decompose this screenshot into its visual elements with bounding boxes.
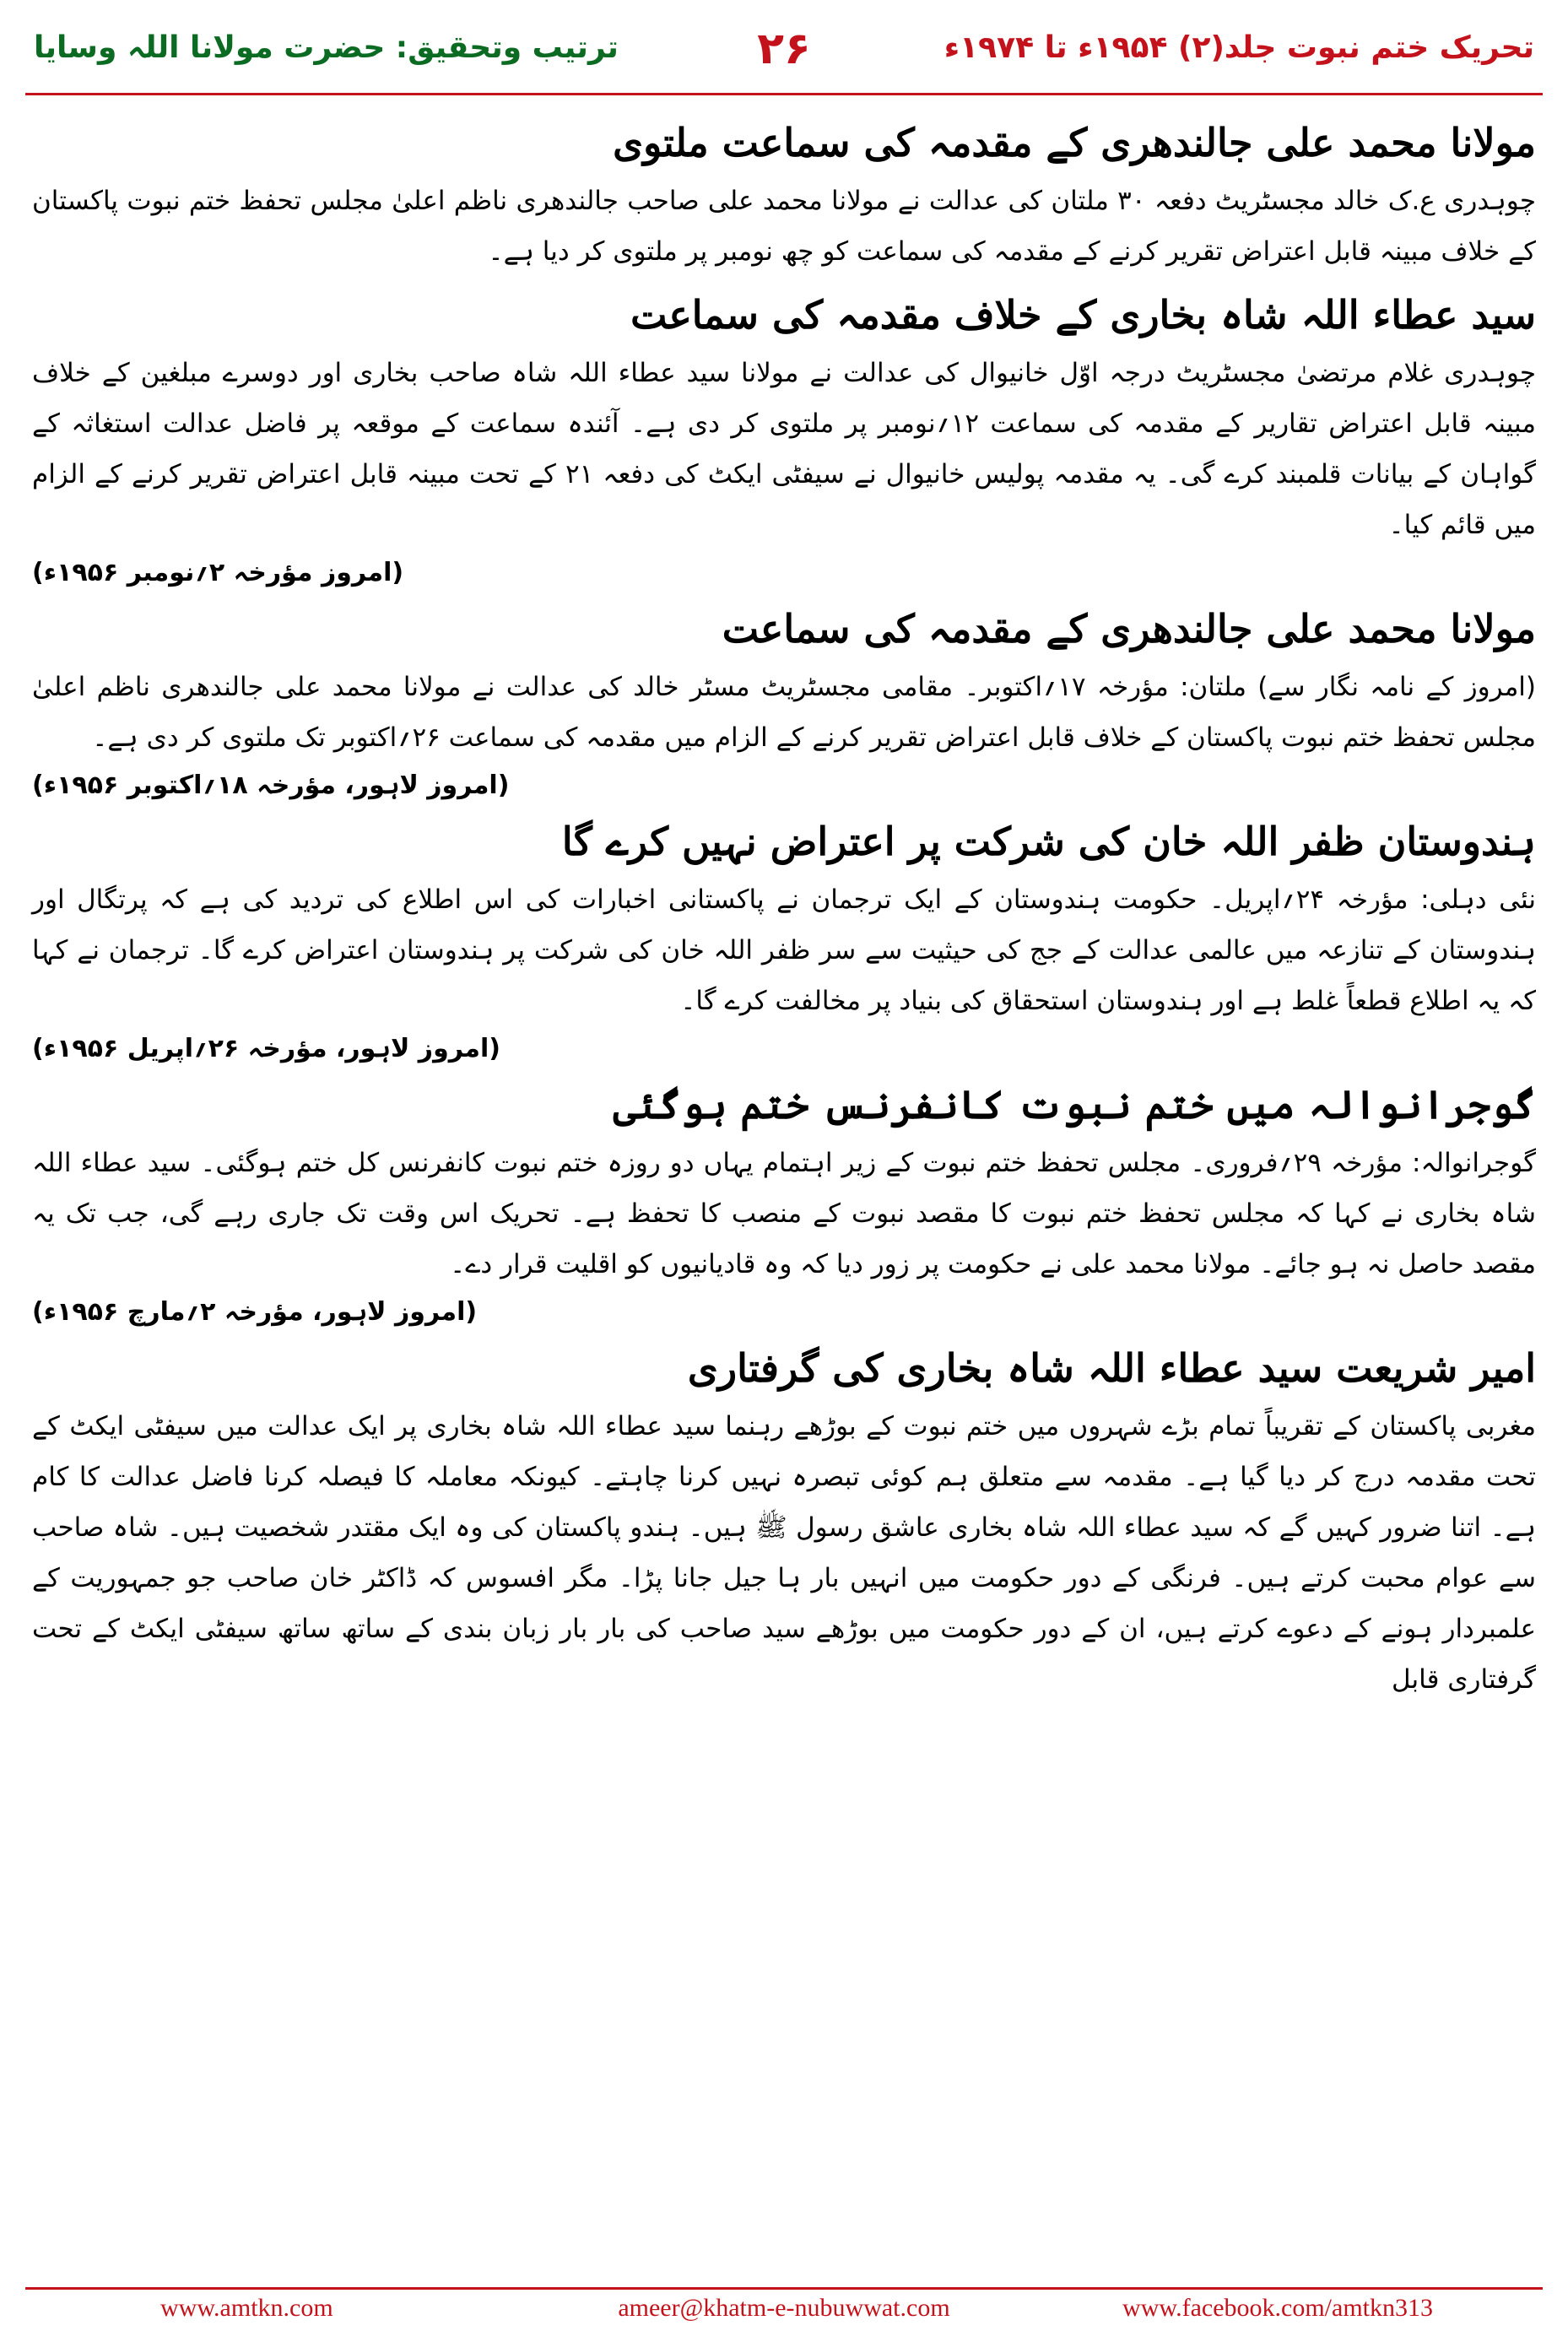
article-headline: سید عطاء اللہ شاہ بخاری کے خلاف مقدمہ کی سماعت — [630, 292, 1536, 338]
article — [32, 110, 1536, 277]
book-title: تحریک ختم نبوت جلد(۲) ۱۹۵۴ء تا ۱۹۷۴ء — [944, 30, 1534, 65]
article — [32, 1072, 1536, 1335]
article — [32, 809, 1536, 1072]
article-paragraph: (امروز کے نامہ نگار سے) ملتان: مؤرخہ ۱۷؍اکتوبر۔ مقامی مجسٹریٹ مسٹر خالد کی عدالت نے مولانا محمد علی جالندھری ناظم اعلیٰ مجلس تحفظ ختم نبوت پاکستان کے خلاف قابل اعتراض تقریر کرنے کے الزام میں مقدمہ کی سماعت ۲۶؍اکتوبر تک ملتوی کر دی ہے۔ — [32, 672, 1537, 753]
page-footer — [25, 2289, 1543, 2331]
article-headline: مولانا محمد علی جالندھری کے مقدمہ کی سماعت — [722, 606, 1536, 652]
article-paragraph: چوہدری غلام مرتضیٰ مجسٹریٹ درجہ اوّل خانیوال کی عدالت نے مولانا سید عطاء اللہ شاہ صاحب بخاری اور دوسرے مبلغین کے خلاف مبینہ قابل اعتراض تقاریر کے مقدمہ کی سماعت ۱۲؍نومبر پر ملتوی کر دی ہے۔ آئندہ سماعت کے موقعہ پر فاضل عدالت استغاثہ کے گواہان کے بیانات قلمبند کرے گی۔ یہ مقدمہ پولیس خانیوال نے سیفٹی ایکٹ کی دفعہ ۲۱ کے تحت مبینہ قابل اعتراض تقریر کرنے کے الزام میں قائم کیا۔ — [32, 358, 1536, 540]
article-paragraph: چوہدری ع.ک خالد مجسٹریٹ دفعہ ۳۰ ملتان کی عدالت نے مولانا محمد علی صاحب جالندھری ناظم اعلیٰ مجلس تحفظ ختم نبوت پاکستان کے خلاف مبینہ قابل اعتراض تقریر کرنے کے مقدمہ کی سماعت کو چھ نومبر پر ملتوی کر دیا ہے۔ — [32, 186, 1536, 267]
compiler-credit: ترتیب وتحقیق: حضرت مولانا اللہ وسایا — [34, 30, 619, 65]
article-headline: ہندوستان ظفر اللہ خان کی شرکت پر اعتراض نہیں کرے گا — [561, 819, 1536, 864]
facebook-link[interactable]: www.facebook.com/amtkn313 — [1122, 2294, 1433, 2322]
article-headline: گوجرانوالہ میں ختم نبوت کانفرنس ختم ہوگئی — [613, 1082, 1536, 1128]
page-number: ۲۶ — [757, 24, 811, 74]
article-headline: امیر شریعت سید عطاء اللہ شاہ بخاری کی گرفتاری — [687, 1345, 1536, 1391]
source-citation: (امروز لاہور، مؤرخہ ۲۶؍اپریل ۱۹۵۶ء) — [32, 1034, 500, 1063]
source-citation: (امروز لاہور، مؤرخہ ۲؍مارچ ۱۹۵۶ء) — [32, 1297, 478, 1327]
website-link[interactable]: www.amtkn.com — [160, 2294, 333, 2322]
article — [32, 282, 1536, 596]
running-header — [25, 24, 1543, 83]
page-body — [32, 110, 1536, 2270]
article-headline: مولانا محمد علی جالندھری کے مقدمہ کی سماعت ملتوی — [613, 120, 1536, 165]
article — [32, 1335, 1536, 1705]
article — [32, 596, 1536, 809]
header-divider — [25, 93, 1543, 95]
source-citation: (امروز مؤرخہ ۲؍نومبر ۱۹۵۶ء) — [32, 558, 404, 587]
source-citation: (امروز لاہور، مؤرخہ ۱۸؍اکتوبر ۱۹۵۶ء) — [32, 771, 510, 800]
email-link[interactable]: ameer@khatm-e-nubuwwat.com — [618, 2294, 950, 2322]
article-paragraph: مغربی پاکستان کے تقریباً تمام بڑے شہروں میں ختم نبوت کے بوڑھے رہنما سید عطاء اللہ شاہ بخاری پر ایک عدالت میں سیفٹی ایکٹ کے تحت مقدمہ درج کر دیا گیا ہے۔ مقدمہ سے متعلق ہم کوئی تبصرہ نہیں کرنا چاہتے۔ کیونکہ معاملہ کا فیصلہ کرنا فاضل عدالت کا کام ہے۔ اتنا ضرور کہیں گے کہ سید عطاء اللہ شاہ بخاری عاشق رسول ﷺ ہیں۔ ہندو پاکستان کی وہ ایک مقتدر شخصیت ہیں۔ شاہ صاحب سے عوام محبت کرتے ہیں۔ فرنگی کے دور حکومت میں انہیں بار ہا جیل جانا پڑا۔ مگر افسوس کہ ڈاکٹر خان صاحب جو جمہوریت کے علمبردار ہونے کے دعوے کرتے ہیں، ان کے دور حکومت میں بوڑھے سید صاحب کی بار بار زبان بندی کے ساتھ ساتھ سیفٹی ایکٹ کے تحت گرفتاری قابل — [32, 1411, 1536, 1695]
article-paragraph: نئی دہلی: مؤرخہ ۲۴؍اپریل۔ حکومت ہندوستان کے ایک ترجمان نے پاکستانی اخبارات کی اس اطلاع کی تردید کی ہے کہ پرتگال اور ہندوستان کے تنازعہ میں عالمی عدالت کے جج کی حیثیت سے سر ظفر اللہ خان کی شرکت پر ہندوستان اعتراض کرے گا۔ ترجمان نے کہا کہ یہ اطلاع قطعاً غلط ہے اور ہندوستان استحقاق کی بنیاد پر مخالفت کرے گا۔ — [32, 884, 1536, 1016]
article-paragraph: گوجرانوالہ: مؤرخہ ۲۹؍فروری۔ مجلس تحفظ ختم نبوت کے زیر اہتمام یہاں دو روزہ ختم نبوت کانفرنس کل ختم ہوگئی۔ سید عطاء اللہ شاہ بخاری نے کہا کہ مجلس تحفظ ختم نبوت کا مقصد نبوت کے منصب کا تحفظ ہے۔ تحریک اس وقت تک جاری رہے گی، جب تک یہ مقصد حاصل نہ ہو جائے۔ مولانا محمد علی نے حکومت پر زور دیا کہ وہ قادیانیوں کو اقلیت قرار دے۔ — [32, 1148, 1536, 1279]
